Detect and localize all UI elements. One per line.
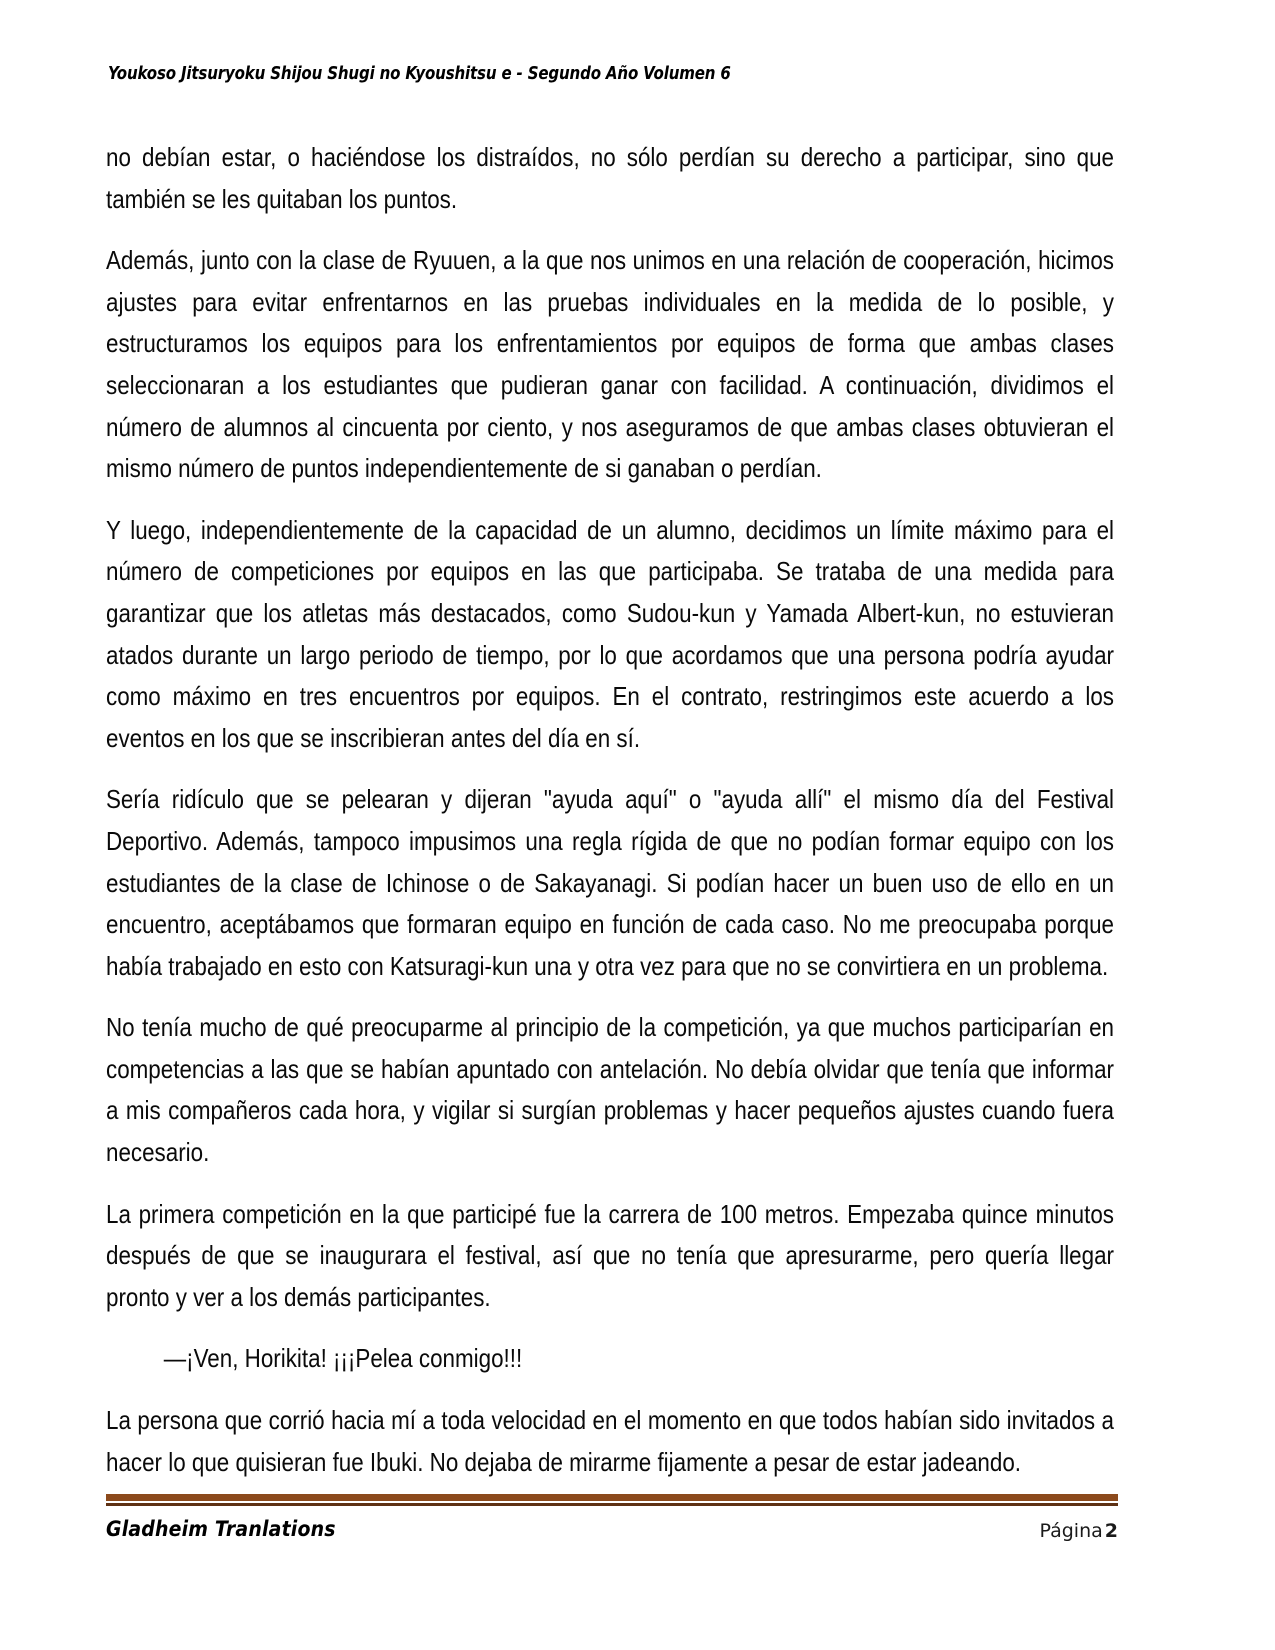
footer-divider-thin xyxy=(106,1503,1118,1506)
dialogue-line: —¡Ven, Horikita! ¡¡¡Pelea conmigo!!! xyxy=(163,1345,523,1374)
page-header xyxy=(108,64,1118,98)
header-title: Youkoso Jitsuryoku Shijou Shugi no Kyoushitsu e - Segundo Año Volumen 6 xyxy=(108,64,731,84)
body-paragraph: La primera competición en la que participé fue la carrera de 100 metros. Empezaba quince minutos después de que se inaugurara el festival, así que no tenía que apresurarme, pero quería llegar pronto y ver a los demás participantes. xyxy=(106,1200,1114,1312)
footer-brand: Gladheim Tranlations xyxy=(106,1517,336,1541)
body-paragraph: Y luego, independientemente de la capacidad de un alumno, decidimos un límite máximo para el número de competiciones por equipos en las que participaba. Se trataba de una medida para garantizar que los atletas más destacados, como Sudou-kun y Yamada Albert-kun, no estuvieran atados durante un largo periodo de tiempo, por lo que acordamos que una persona podría ayudar como máximo en tres encuentros por equipos. En el contrato, restringimos este acuerdo a los eventos en los que se inscribieran antes del día en sí. xyxy=(106,516,1114,753)
footer-row xyxy=(106,1517,1118,1557)
page-number-group xyxy=(1039,1520,1118,1542)
footer-divider-thick xyxy=(106,1494,1118,1501)
page-number-label: Página xyxy=(1039,1520,1103,1542)
page-footer xyxy=(106,1494,1118,1557)
body-paragraph: Sería ridículo que se pelearan y dijeran "ayuda aquí" o "ayuda allí" el mismo día del Festival Deportivo. Además, tampoco impusimos una regla rígida de que no podían formar equipo con los estudiantes de la clase de Ichinose o de Sakayanagi. Si podían hacer un buen uso de ello en un encuentro, aceptábamos que formaran equipo en función de cada caso. No me preocupaba porque había trabajado en esto con Katsuragi-kun una y otra vez para que no se convirtiera en un problema. xyxy=(106,786,1114,981)
document-body xyxy=(106,138,1114,1484)
body-paragraph: La persona que corrió hacia mí a toda velocidad en el momento en que todos habían sido invitados a hacer lo que quisieran fue Ibuki. No dejaba de mirarme fijamente a pesar de estar jadeando. xyxy=(106,1407,1114,1477)
body-paragraph: No tenía mucho de qué preocuparme al principio de la competición, ya que muchos participarían en competencias a las que se habían apuntado con antelación. No debía olvidar que tenía que informar a mis compañeros cada hora, y vigilar si surgían problemas y hacer pequeños ajustes cuando fuera necesario. xyxy=(106,1014,1114,1168)
body-paragraph: no debían estar, o haciéndose los distraídos, no sólo perdían su derecho a participar, sino que también se les quitaban los puntos. xyxy=(106,144,1114,214)
body-paragraph: Además, junto con la clase de Ryuuen, a la que nos unimos en una relación de cooperación, hicimos ajustes para evitar enfrentarnos en las pruebas individuales en la medida de lo posible, y estructuramos los equipos para los enfrentamientos por equipos de forma que ambas clases seleccionaran a los estudiantes que pudieran ganar con facilidad. A continuación, dividimos el número de alumnos al cincuenta por ciento, y nos aseguramos de que ambas clases obtuvieran el mismo número de puntos independientemente de si ganaban o perdían. xyxy=(106,247,1114,484)
page-number-value: 2 xyxy=(1104,1520,1118,1542)
